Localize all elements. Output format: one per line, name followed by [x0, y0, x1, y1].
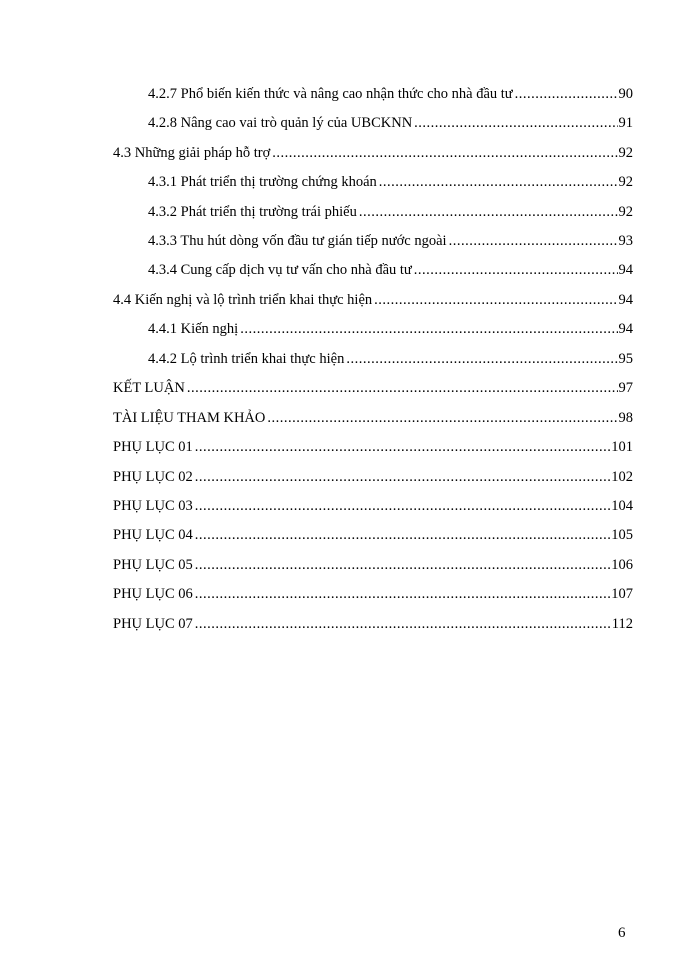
toc-entry-page: 101	[611, 439, 633, 455]
toc-entry-label: 4.4.2 Lộ trình triển khai thực hiện	[148, 351, 345, 367]
toc-entry-label: PHỤ LỤC 07	[113, 616, 193, 632]
toc-entry-page: 93	[618, 233, 633, 249]
toc-entry-label: PHỤ LỤC 05	[113, 557, 193, 573]
toc-dot-leader	[195, 467, 610, 487]
toc-entry-page: 106	[611, 557, 633, 573]
toc-dot-leader	[414, 113, 617, 133]
toc-entry-label: PHỤ LỤC 01	[113, 439, 193, 455]
toc-entry-phu-luc-03	[113, 496, 633, 516]
toc-entry-page: 112	[611, 616, 633, 632]
toc-entry-4-4-1	[148, 319, 633, 339]
toc-entry-page: 94	[618, 292, 633, 308]
toc-dot-leader	[449, 231, 618, 251]
toc-entry-page: 92	[618, 174, 633, 190]
toc-dot-leader	[379, 172, 618, 192]
toc-entry-page: 97	[618, 380, 633, 396]
toc-entry-page: 104	[611, 498, 633, 514]
toc-entry-page: 92	[618, 204, 633, 220]
toc-entry-phu-luc-05	[113, 555, 633, 575]
toc-entry-4-4	[113, 290, 633, 310]
toc-entry-phu-luc-06	[113, 584, 633, 604]
toc-entry-4-3-1	[148, 172, 633, 192]
toc-entry-phu-luc-02	[113, 467, 633, 487]
toc-entry-phu-luc-01	[113, 437, 633, 457]
toc-entry-4-3-2	[148, 202, 633, 222]
toc-entry-label: 4.2.7 Phổ biến kiến thức và nâng cao nhận thức cho nhà đầu tư	[148, 86, 513, 102]
toc-entry-page: 98	[618, 410, 633, 426]
toc-entry-label: 4.4 Kiến nghị và lộ trình triển khai thực hiện	[113, 292, 373, 308]
toc-entry-page: 107	[611, 586, 633, 602]
toc-entry-label: 4.3.1 Phát triển thị trường chứng khoán	[148, 174, 377, 190]
toc-entry-label: KẾT LUẬN	[113, 380, 185, 396]
toc-entry-4-3-4	[148, 260, 633, 280]
toc-dot-leader	[195, 525, 610, 545]
toc-entry-phu-luc-07	[113, 614, 633, 634]
toc-dot-leader	[195, 437, 610, 457]
toc-dot-leader	[414, 260, 618, 280]
toc-entry-label: PHỤ LỤC 06	[113, 586, 193, 602]
page-number: 6	[618, 925, 626, 941]
toc-entry-4-3-3	[148, 231, 633, 251]
toc-entry-label: PHỤ LỤC 02	[113, 469, 193, 485]
toc-entry-page: 105	[611, 527, 633, 543]
toc-entry-page: 102	[611, 469, 633, 485]
toc-dot-leader	[195, 496, 610, 516]
toc-entry-phu-luc-04	[113, 525, 633, 545]
toc-dot-leader	[359, 202, 618, 222]
toc-dot-leader	[240, 319, 617, 339]
toc-entry-page: 91	[618, 115, 633, 131]
toc-entry-4-2-7	[148, 84, 633, 104]
toc-dot-leader	[195, 555, 610, 575]
toc-entry-page: 94	[618, 321, 633, 337]
toc-entry-4-4-2	[148, 349, 633, 369]
toc-dot-leader	[187, 378, 618, 398]
toc-entry-label: 4.2.8 Nâng cao vai trò quản lý của UBCKNN	[148, 115, 413, 131]
toc-entry-4-2-8	[148, 113, 633, 133]
toc-entry-label: 4.3.3 Thu hút dòng vốn đầu tư gián tiếp nước ngoài	[148, 233, 447, 249]
toc-entry-label: 4.3.2 Phát triển thị trường trái phiếu	[148, 204, 357, 220]
toc-entry-label: PHỤ LỤC 03	[113, 498, 193, 514]
toc-entry-page: 92	[618, 145, 633, 161]
toc-entry-page: 95	[618, 351, 633, 367]
toc-dot-leader	[374, 290, 617, 310]
toc-entry-ket-luan	[113, 378, 633, 398]
toc-entry-label: PHỤ LỤC 04	[113, 527, 193, 543]
toc-entry-label: 4.3 Những giải pháp hỗ trợ	[113, 145, 271, 161]
toc-dot-leader	[515, 84, 618, 104]
toc-dot-leader	[195, 614, 611, 634]
toc-entry-tai-lieu-tham-khao	[113, 408, 633, 428]
toc-entry-label: TÀI LIỆU THAM KHẢO	[113, 410, 266, 426]
toc-entry-label: 4.3.4 Cung cấp dịch vụ tư vấn cho nhà đầu tư	[148, 262, 412, 278]
toc-dot-leader	[272, 143, 617, 163]
toc-dot-leader	[195, 584, 610, 604]
toc-entry-label: 4.4.1 Kiến nghị	[148, 321, 239, 337]
toc-entry-page: 94	[618, 262, 633, 278]
toc-dot-leader	[267, 408, 617, 428]
toc-entry-page: 90	[618, 86, 633, 102]
toc-entry-4-3	[113, 143, 633, 163]
toc-dot-leader	[346, 349, 617, 369]
